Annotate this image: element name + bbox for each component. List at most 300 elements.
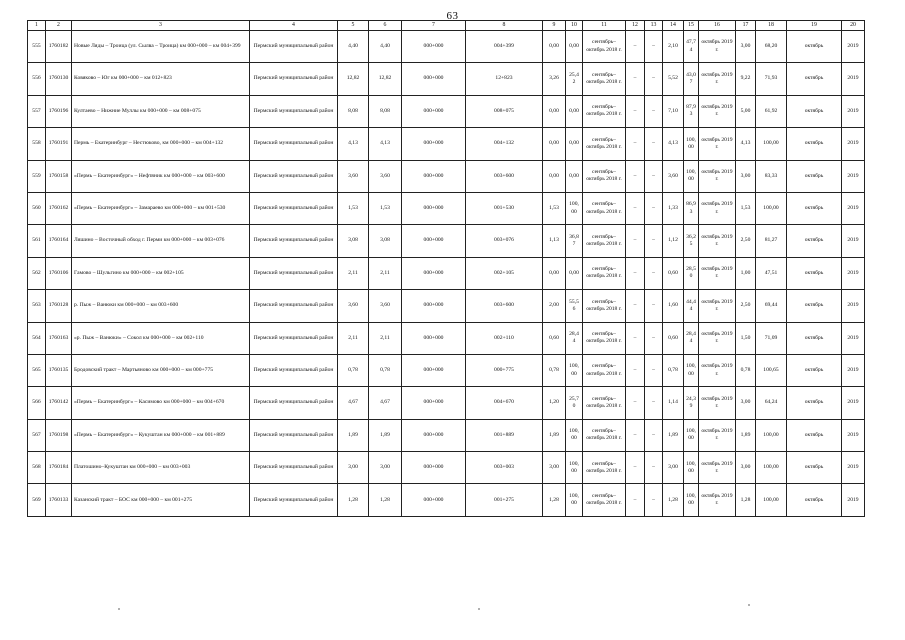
table-cell: «Пермь – Екатеринбург» – Замараево км 000+000 – км 001+530 (72, 192, 250, 224)
table-cell: 3,60 (663, 160, 684, 192)
table-cell: 000+000 (402, 225, 466, 257)
table-cell: 3,00 (736, 31, 756, 63)
table-cell: октябрь (787, 354, 842, 386)
table-cell: 1760130 (46, 63, 72, 95)
table-cell: 100, 00 (566, 354, 583, 386)
table-cell: Култаево – Нижние Муллы км 000+000 – км 008+075 (72, 95, 250, 127)
table-cell: 008+075 (466, 95, 543, 127)
column-header: 15 (684, 21, 699, 31)
table-cell: – (626, 354, 645, 386)
table-cell: 555 (28, 31, 46, 63)
table-cell: Платошино–Кукуштан км 000+000 – км 003+003 (72, 452, 250, 484)
table-cell: – (626, 160, 645, 192)
table-cell: 1,50 (736, 322, 756, 354)
table-cell: Пермский муниципальный район (250, 31, 338, 63)
column-header: 20 (842, 21, 865, 31)
table-cell: 87,9 3 (684, 95, 699, 127)
table-cell: – (645, 128, 663, 160)
table-cell: 004+132 (466, 128, 543, 160)
table-cell: 100, 00 (566, 192, 583, 224)
table-cell: 2,50 (736, 225, 756, 257)
table-cell: 100, 00 (684, 452, 699, 484)
table-cell: октябрь 2019 г. (699, 484, 736, 516)
table-row (28, 484, 865, 516)
table-cell: 000+775 (466, 354, 543, 386)
table-cell: Пермский муниципальный район (250, 387, 338, 419)
column-header: 19 (787, 21, 842, 31)
table-cell: 003+600 (466, 290, 543, 322)
table-cell: 2019 (842, 225, 865, 257)
table-cell: 1,28 (369, 484, 402, 516)
table-cell: – (626, 31, 645, 63)
table-cell: 560 (28, 192, 46, 224)
table-cell: октябрь (787, 31, 842, 63)
table-cell: – (645, 452, 663, 484)
table-cell: октябрь 2019 г. (699, 290, 736, 322)
table-row (28, 225, 865, 257)
table-cell: 1760198 (46, 419, 72, 451)
table-cell: 1760133 (46, 484, 72, 516)
table-cell: 2019 (842, 192, 865, 224)
table-cell: Пермский муниципальный район (250, 452, 338, 484)
table-cell: 2,10 (663, 31, 684, 63)
table-cell: 47,7 4 (684, 31, 699, 63)
table-cell: 0,78 (736, 354, 756, 386)
table-cell: – (626, 452, 645, 484)
table-cell: сентябрь–октябрь 2018 г. (583, 128, 626, 160)
table-cell: 000+000 (402, 128, 466, 160)
table-row (28, 354, 865, 386)
table-cell: 69,44 (756, 290, 787, 322)
table-cell: сентябрь–октябрь 2018 г. (583, 419, 626, 451)
table-cell: – (645, 63, 663, 95)
table-cell: «Пермь – Екатеринбург» – Нефтяник км 000+000 – км 003+600 (72, 160, 250, 192)
table-cell: 003+600 (466, 160, 543, 192)
table-cell: 0,00 (543, 95, 566, 127)
table-cell: Гамово – Шульгино км 000+000 – км 002+105 (72, 257, 250, 289)
table-cell: октябрь (787, 290, 842, 322)
column-header: 17 (736, 21, 756, 31)
table-cell: – (626, 484, 645, 516)
table-cell: 9,22 (736, 63, 756, 95)
column-header: 10 (566, 21, 583, 31)
table-cell: 003+076 (466, 225, 543, 257)
table-cell: 1,28 (338, 484, 369, 516)
table-cell: 3,00 (736, 452, 756, 484)
table-cell: 0,00 (566, 31, 583, 63)
column-header: 7 (402, 21, 466, 31)
table-cell: – (626, 63, 645, 95)
column-header: 14 (663, 21, 684, 31)
table-cell: 61,92 (756, 95, 787, 127)
table-cell: – (645, 192, 663, 224)
table-cell: октябрь 2019 г. (699, 452, 736, 484)
table-cell: 1,28 (736, 484, 756, 516)
table-cell: октябрь 2019 г. (699, 63, 736, 95)
table-cell: 564 (28, 322, 46, 354)
table-cell: Пермский муниципальный район (250, 257, 338, 289)
table-row (28, 257, 865, 289)
table-cell: 3,00 (338, 452, 369, 484)
table-cell: – (626, 225, 645, 257)
table-cell: – (626, 322, 645, 354)
table-cell: октябрь (787, 128, 842, 160)
table-cell: 1,20 (543, 387, 566, 419)
table-cell: Пермский муниципальный район (250, 225, 338, 257)
table-cell: – (626, 95, 645, 127)
table-cell: 4,13 (338, 128, 369, 160)
column-header: 5 (338, 21, 369, 31)
table-cell: 100, 00 (684, 484, 699, 516)
table-cell: 4,13 (369, 128, 402, 160)
table-row (28, 419, 865, 451)
table-cell: – (645, 354, 663, 386)
table-cell: 12+823 (466, 63, 543, 95)
table-cell: 3,00 (736, 160, 756, 192)
table-cell: сентябрь–октябрь 2018 г. (583, 63, 626, 95)
table-cell: Пермский муниципальный район (250, 322, 338, 354)
table-cell: 567 (28, 419, 46, 451)
table-cell: 55,5 6 (566, 290, 583, 322)
table-cell: Пермский муниципальный район (250, 290, 338, 322)
table-cell: 1760128 (46, 290, 72, 322)
table-row (28, 31, 865, 63)
table-cell: 568 (28, 452, 46, 484)
table-cell: сентябрь–октябрь 2018 г. (583, 31, 626, 63)
table-cell: 562 (28, 257, 46, 289)
table-cell: 2019 (842, 257, 865, 289)
table-cell: 2,11 (338, 257, 369, 289)
table-cell: 2,11 (369, 257, 402, 289)
table-cell: сентябрь–октябрь 2018 г. (583, 484, 626, 516)
table-cell: 0,00 (566, 95, 583, 127)
table-cell: – (645, 484, 663, 516)
table-cell: сентябрь–октябрь 2018 г. (583, 452, 626, 484)
table-cell: 1760106 (46, 257, 72, 289)
table-cell: 3,08 (338, 225, 369, 257)
table-cell: 36,8 7 (566, 225, 583, 257)
table-cell: Пермский муниципальный район (250, 354, 338, 386)
table-body (28, 31, 865, 517)
table-row (28, 452, 865, 484)
table-cell: октябрь (787, 452, 842, 484)
table-cell: октябрь (787, 419, 842, 451)
table-cell: октябрь 2019 г. (699, 31, 736, 63)
table-cell: Казанский тракт – БОС км 000+000 – км 001+275 (72, 484, 250, 516)
table-cell: 1760196 (46, 95, 72, 127)
table-cell: 28,4 4 (566, 322, 583, 354)
table-cell: 2,11 (369, 322, 402, 354)
table-cell: 12,82 (369, 63, 402, 95)
table-cell: 1760135 (46, 354, 72, 386)
table-cell: 47,51 (756, 257, 787, 289)
table-cell: 1,53 (736, 192, 756, 224)
table-cell: 000+000 (402, 354, 466, 386)
table-cell: 86,9 3 (684, 192, 699, 224)
table-cell: – (645, 419, 663, 451)
table-cell: 0,60 (543, 322, 566, 354)
table-cell: сентябрь–октябрь 2018 г. (583, 95, 626, 127)
table-cell: – (626, 128, 645, 160)
table-cell: 000+000 (402, 192, 466, 224)
column-header: 4 (250, 21, 338, 31)
table-cell: «Пермь – Екатеринбург» – Кукуштан км 000+000 – км 001+889 (72, 419, 250, 451)
table-cell: 000+000 (402, 160, 466, 192)
table-cell: 1760162 (46, 192, 72, 224)
table-cell: Пермский муниципальный район (250, 192, 338, 224)
table-cell: октябрь (787, 484, 842, 516)
column-header: 11 (583, 21, 626, 31)
table-cell: сентябрь–октябрь 2018 г. (583, 160, 626, 192)
column-header: 6 (369, 21, 402, 31)
table-cell: 1,89 (369, 419, 402, 451)
table-cell: 83,33 (756, 160, 787, 192)
table-cell: 566 (28, 387, 46, 419)
table-cell: 4,13 (663, 128, 684, 160)
table-cell: 2019 (842, 354, 865, 386)
table-cell: 100,00 (756, 452, 787, 484)
table-cell: 2,11 (338, 322, 369, 354)
table-cell: 002+105 (466, 257, 543, 289)
table-cell: 28,5 0 (684, 257, 699, 289)
table-cell: 100, 00 (684, 354, 699, 386)
table-cell: 1760142 (46, 387, 72, 419)
table-cell: сентябрь–октябрь 2018 г. (583, 322, 626, 354)
table-cell: 0,78 (543, 354, 566, 386)
table-cell: 36,2 5 (684, 225, 699, 257)
scan-speck (118, 608, 120, 610)
table-cell: 100, 00 (684, 419, 699, 451)
table-cell: 1,28 (663, 484, 684, 516)
table-cell: 2019 (842, 160, 865, 192)
table-cell: 0,00 (543, 257, 566, 289)
road-register-table (27, 20, 865, 517)
column-header: 3 (72, 21, 250, 31)
table-cell: 1760182 (46, 31, 72, 63)
table-cell: 2019 (842, 452, 865, 484)
table-cell: сентябрь–октябрь 2018 г. (583, 192, 626, 224)
table-cell: октябрь 2019 г. (699, 322, 736, 354)
table-cell: 0,00 (566, 257, 583, 289)
table-cell: октябрь 2019 г. (699, 387, 736, 419)
table-cell: 1,53 (369, 192, 402, 224)
table-cell: 100,00 (756, 128, 787, 160)
column-header: 9 (543, 21, 566, 31)
table-cell: – (645, 160, 663, 192)
table-cell: 1,28 (543, 484, 566, 516)
table-cell: 7,10 (663, 95, 684, 127)
table-cell: 0,60 (663, 257, 684, 289)
column-header: 13 (645, 21, 663, 31)
table-row (28, 128, 865, 160)
table-cell: 3,08 (369, 225, 402, 257)
table-cell: – (626, 257, 645, 289)
table-cell: Пермский муниципальный район (250, 419, 338, 451)
table-cell: 68,20 (756, 31, 787, 63)
table-cell: октябрь 2019 г. (699, 257, 736, 289)
table-cell: сентябрь–октябрь 2018 г. (583, 290, 626, 322)
table-cell: – (626, 387, 645, 419)
table-cell: 8,08 (369, 95, 402, 127)
table-cell: 1,14 (663, 387, 684, 419)
table-cell: октябрь 2019 г. (699, 225, 736, 257)
table-cell: 2019 (842, 63, 865, 95)
table-cell: 1760191 (46, 128, 72, 160)
table-cell: 43,0 7 (684, 63, 699, 95)
table-cell: «Пермь – Екатеринбург» – Касимово км 000+000 – км 004+670 (72, 387, 250, 419)
table-cell: октябрь (787, 160, 842, 192)
table-row (28, 322, 865, 354)
table-cell: 12,82 (338, 63, 369, 95)
table-cell: – (645, 95, 663, 127)
table-cell: – (645, 31, 663, 63)
column-header: 18 (756, 21, 787, 31)
table-cell: 0,00 (543, 128, 566, 160)
table-cell: – (626, 419, 645, 451)
table-cell: 000+000 (402, 484, 466, 516)
table-cell: 001+889 (466, 419, 543, 451)
table-cell: 71,09 (756, 322, 787, 354)
table-cell: 000+000 (402, 95, 466, 127)
table-cell: 565 (28, 354, 46, 386)
table-cell: 100,00 (756, 192, 787, 224)
column-header: 8 (466, 21, 543, 31)
table-cell: Ковяково – Юг км 000+000 – км 012+823 (72, 63, 250, 95)
table-cell: 3,60 (369, 290, 402, 322)
column-header: 1 (28, 21, 46, 31)
table-cell: 71,93 (756, 63, 787, 95)
column-number-header (28, 21, 865, 31)
table-cell: октябрь 2019 г. (699, 192, 736, 224)
table-cell: 100, 00 (566, 419, 583, 451)
table-cell: 000+000 (402, 63, 466, 95)
table-cell: 1,89 (736, 419, 756, 451)
page-number: 63 (446, 10, 459, 22)
table-row (28, 95, 865, 127)
table-cell: октябрь (787, 322, 842, 354)
table-cell: 25,4 2 (566, 63, 583, 95)
table-cell: сентябрь–октябрь 2018 г. (583, 257, 626, 289)
table-cell: 3,60 (338, 290, 369, 322)
table-cell: 002+110 (466, 322, 543, 354)
table-cell: 100,00 (756, 419, 787, 451)
table-cell: 559 (28, 160, 46, 192)
table-cell: октябрь 2019 г. (699, 419, 736, 451)
table-cell: 100, 00 (566, 484, 583, 516)
table-cell: октябрь (787, 63, 842, 95)
table-cell: 0,00 (566, 160, 583, 192)
table-cell: октябрь 2019 г. (699, 95, 736, 127)
table-cell: сентябрь–октябрь 2018 г. (583, 387, 626, 419)
table-cell: 4,13 (736, 128, 756, 160)
column-header: 16 (699, 21, 736, 31)
table-cell: 4,67 (369, 387, 402, 419)
scan-speck (748, 604, 750, 606)
table-row (28, 192, 865, 224)
table-cell: 28,4 4 (684, 322, 699, 354)
table-cell: 5,00 (736, 95, 756, 127)
column-header: 2 (46, 21, 72, 31)
table-cell: 561 (28, 225, 46, 257)
table-cell: 004+399 (466, 31, 543, 63)
table-cell: Пермский муниципальный район (250, 63, 338, 95)
table-cell: 001+275 (466, 484, 543, 516)
table-cell: 1,12 (663, 225, 684, 257)
table-cell: 0,78 (369, 354, 402, 386)
table-cell: Бродовский тракт – Мартьяново км 000+000 – км 000+775 (72, 354, 250, 386)
table-cell: – (626, 290, 645, 322)
table-cell: 8,08 (338, 95, 369, 127)
table-cell: 3,60 (338, 160, 369, 192)
table-cell: 1,89 (543, 419, 566, 451)
table-cell: 4,67 (338, 387, 369, 419)
table-cell: октябрь 2019 г. (699, 354, 736, 386)
table-cell: 1760184 (46, 452, 72, 484)
table-cell: 0,60 (663, 322, 684, 354)
table-cell: 1,53 (543, 192, 566, 224)
table-cell: 3,00 (369, 452, 402, 484)
table-cell: «р. Пыж – Ванюки» – Сокол км 000+000 – км 002+110 (72, 322, 250, 354)
table-cell: – (645, 225, 663, 257)
table-cell: 2019 (842, 484, 865, 516)
table-cell: 81,27 (756, 225, 787, 257)
table-cell: 0,00 (543, 31, 566, 63)
table-cell: 000+000 (402, 257, 466, 289)
table-cell: 558 (28, 128, 46, 160)
table-cell: 100, 00 (684, 160, 699, 192)
table-cell: 2019 (842, 387, 865, 419)
table-cell: 001+530 (466, 192, 543, 224)
table-cell: 0,00 (566, 128, 583, 160)
table-cell: 2,00 (543, 290, 566, 322)
table-cell: сентябрь–октябрь 2018 г. (583, 225, 626, 257)
table-cell: 4,40 (369, 31, 402, 63)
table-cell: 1,89 (338, 419, 369, 451)
table-cell: октябрь (787, 257, 842, 289)
table-cell: 557 (28, 95, 46, 127)
table-cell: Пермский муниципальный район (250, 160, 338, 192)
table-cell: 000+000 (402, 452, 466, 484)
table-cell: 004+670 (466, 387, 543, 419)
table-cell: 3,26 (543, 63, 566, 95)
table-cell: Новые Ляды – Троица (ул. Сылва – Троица) км 000+000 – км 004+399 (72, 31, 250, 63)
table-cell: Пермь – Екатеринбург – Нестюково, км 000+000 – км 004+132 (72, 128, 250, 160)
table-cell: 0,78 (338, 354, 369, 386)
table-cell: октябрь (787, 225, 842, 257)
table-cell: – (645, 257, 663, 289)
table-cell: 100, 00 (566, 452, 583, 484)
table-cell: 556 (28, 63, 46, 95)
table-cell: – (645, 290, 663, 322)
table-cell: октябрь 2019 г. (699, 128, 736, 160)
table-cell: Пермский муниципальный район (250, 95, 338, 127)
table-cell: – (645, 322, 663, 354)
table-cell: 2019 (842, 419, 865, 451)
table-cell: 3,60 (369, 160, 402, 192)
table-cell: 1,00 (736, 257, 756, 289)
table-cell: 569 (28, 484, 46, 516)
table-cell: 2019 (842, 290, 865, 322)
table-cell: Ляшино – Восточный обход г. Перми км 000+000 – км 003+076 (72, 225, 250, 257)
table-row (28, 63, 865, 95)
table-cell: 4,40 (338, 31, 369, 63)
table-cell: 64,24 (756, 387, 787, 419)
table-cell: Пермский муниципальный район (250, 484, 338, 516)
table-cell: октябрь (787, 387, 842, 419)
table-cell: 1,13 (543, 225, 566, 257)
table-row (28, 160, 865, 192)
table-cell: – (626, 192, 645, 224)
